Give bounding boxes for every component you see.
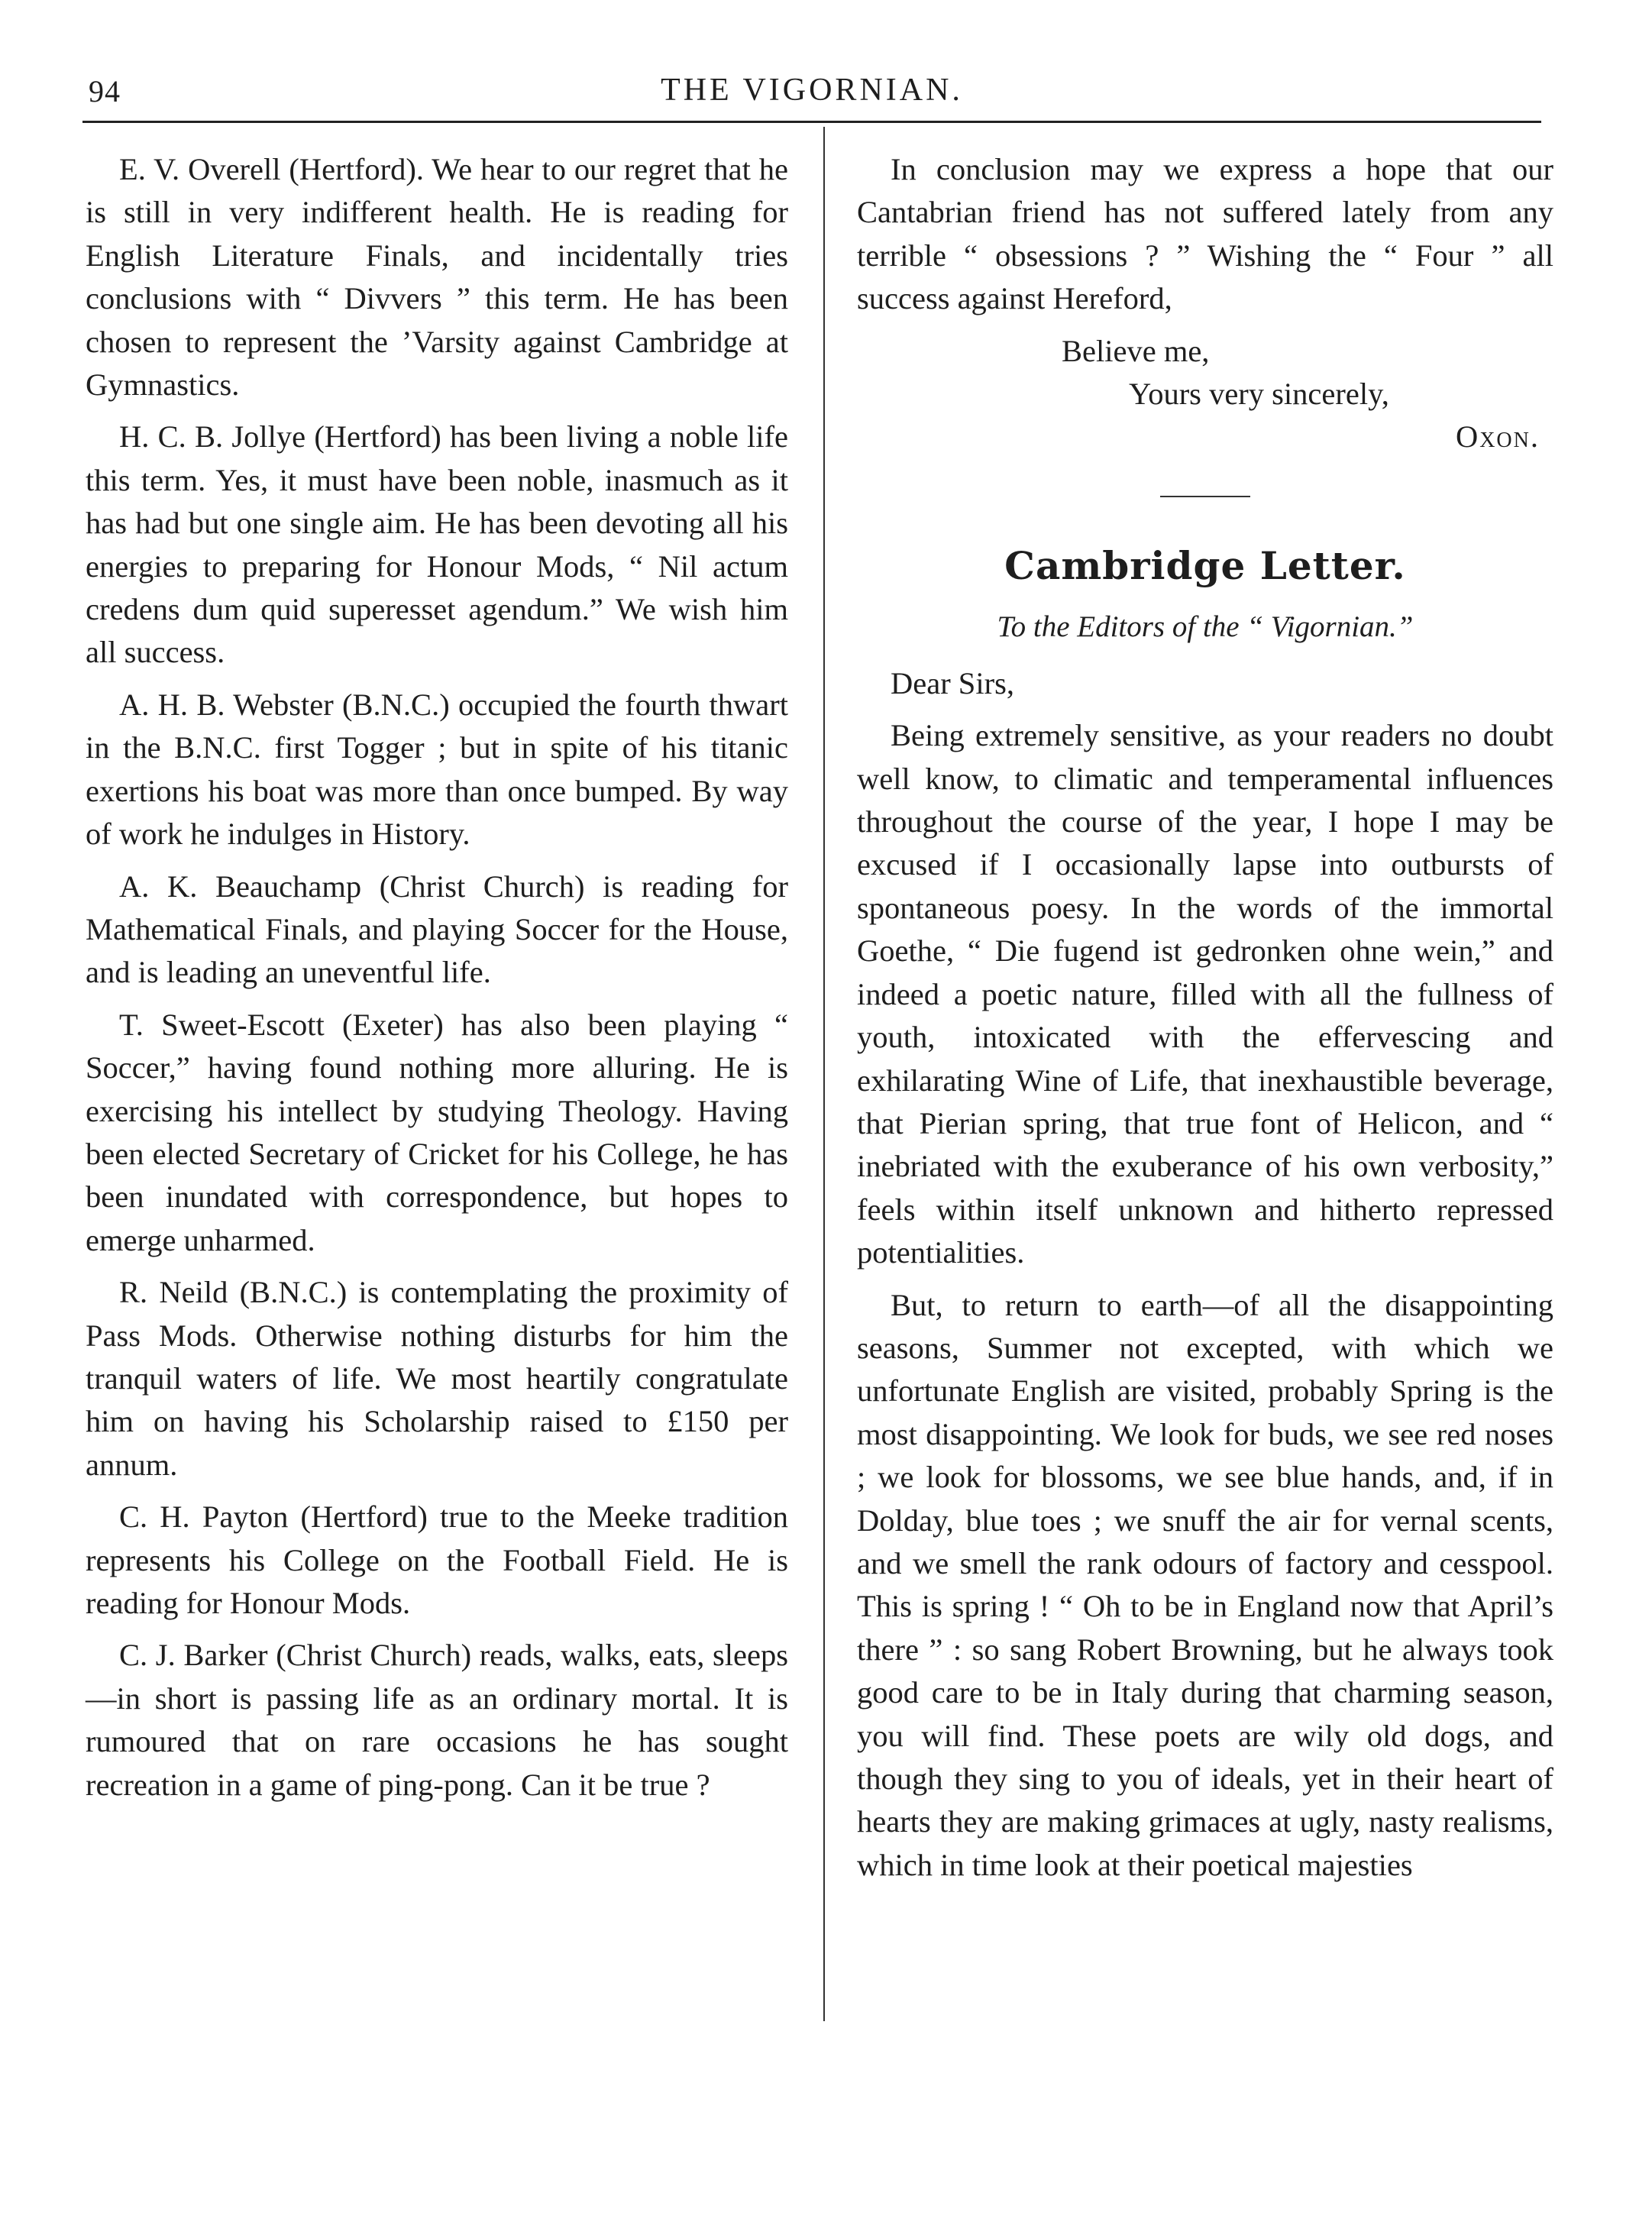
- left-column: [86, 148, 788, 1816]
- closing-yours: Yours very sincerely,: [1129, 377, 1389, 412]
- paragraph-payton: C. H. Payton (Hertford) true to the Meeke tradition represents his College on the Football Field. He is reading for Honour Mods.: [86, 1499, 788, 1620]
- section-title: Cambridge Letter.: [1004, 542, 1406, 588]
- signature-oxon: Oxon.: [1455, 419, 1540, 454]
- paragraph-sensitive: Being extremely sensitive, as your readers no doubt well know, to climatic and temperamental influences throughout the course of the year, I hope I may be excused if I occasionally lapse into outbursts of spontaneous poesy. In the words of the immortal Goethe, “ Die fugend ist gedronken ohne wein,” and indeed a poetic nature, filled with all the fullness of youth, intoxicated with the effervescing and exhilarating Wine of Life, that inexhaustible beverage, that Pierian spring, that true font of Helicon, and “ inebriated with the exuberance of his own verbosity,” feels within itself unknown and hitherto repressed potentialities.: [857, 718, 1553, 1270]
- page-number: 94: [89, 74, 121, 108]
- column-divider: [823, 127, 825, 2021]
- header-rule: [82, 121, 1541, 123]
- paragraph-barker: C. J. Barker (Christ Church) reads, walks, eats, sleeps—in short is passing life as an ordinary mortal. It is rumoured that on rare occasions he has sought recreation in a game of ping-pong. Can it be true ?: [86, 1638, 788, 1802]
- paragraph-overell: E. V. Overell (Hertford). We hear to our regret that he is still in very indifferent health. He is reading for English Literature Finals, and incidentally tries conclusions with “ Divvers ” this term. He has been chosen to represent the ’Varsity against Cambridge at Gymnastics.: [86, 152, 788, 403]
- right-column: [857, 148, 1553, 1896]
- paragraph-sweet-escott: T. Sweet-Escott (Exeter) has also been playing “ Soccer,” having found nothing more alluring. He is exercising his intellect by studying Theology. Having been elected Secretary of Cricket for his College, he has been inundated with correspondence, but hopes to emerge unharmed.: [86, 1007, 788, 1257]
- paragraph-jollye: H. C. B. Jollye (Hertford) has been living a noble life this term. Yes, it must have been noble, inasmuch as it has had but one single aim. He has been devoting all his energies to preparing for Honour Mods, “ Nil actum credens dum quid superesset agendum.” We wish him all success.: [86, 419, 788, 670]
- paragraph-neild: R. Neild (B.N.C.) is contemplating the proximity of Pass Mods. Otherwise nothing disturbs for him the tranquil waters of life. We most heartily congratulate him on having his Scholarship raised to £150 per annum.: [86, 1275, 788, 1482]
- journal-title: THE VIGORNIAN.: [661, 73, 963, 108]
- closing-believe: Believe me,: [1062, 333, 1210, 368]
- paragraph-webster: A. H. B. Webster (B.N.C.) occupied the fourth thwart in the B.N.C. first Togger ; but in spite of his titanic exertions his boat was more than once bumped. By way of work he indulges in History.: [86, 687, 788, 852]
- section-divider: [1160, 496, 1250, 497]
- address-line: To the Editors of the “ Vigornian.”: [997, 610, 1414, 643]
- paragraph-conclusion: In conclusion may we express a hope that our Cantabrian friend has not suffered lately from any terrible “ obsessions ? ” Wishing the “ Four ” all success against Hereford,: [857, 152, 1553, 316]
- letter-closing: [857, 330, 1553, 459]
- paragraph-return-to-earth: But, to return to earth—of all the disappointing seasons, Summer not excepted, with which we unfortunate English are visited, probably Spring is the most disappointing. We look for buds, we see red noses ; we look for blossoms, we see blue hands, and, if in Dolday, blue toes ; we snuff the air for vernal scents, and we smell the rank odours of factory and cesspool. This is spring ! “ Oh to be in England now that April’s there ” : so sang Robert Browning, but he always took good care to be in Italy during that charming season, you will find. These poets are wily old dogs, and though they sing to you of ideals, yet in their heart of hearts they are making grimaces at ugly, nasty realisms, which in time look at their poetical majesties: [857, 1287, 1553, 1882]
- running-head: [82, 70, 1541, 116]
- paragraph-beauchamp: A. K. Beauchamp (Christ Church) is reading for Mathematical Finals, and playing Soccer for the House, and is leading an uneventful life.: [86, 869, 788, 990]
- salutation: Dear Sirs,: [891, 665, 1014, 700]
